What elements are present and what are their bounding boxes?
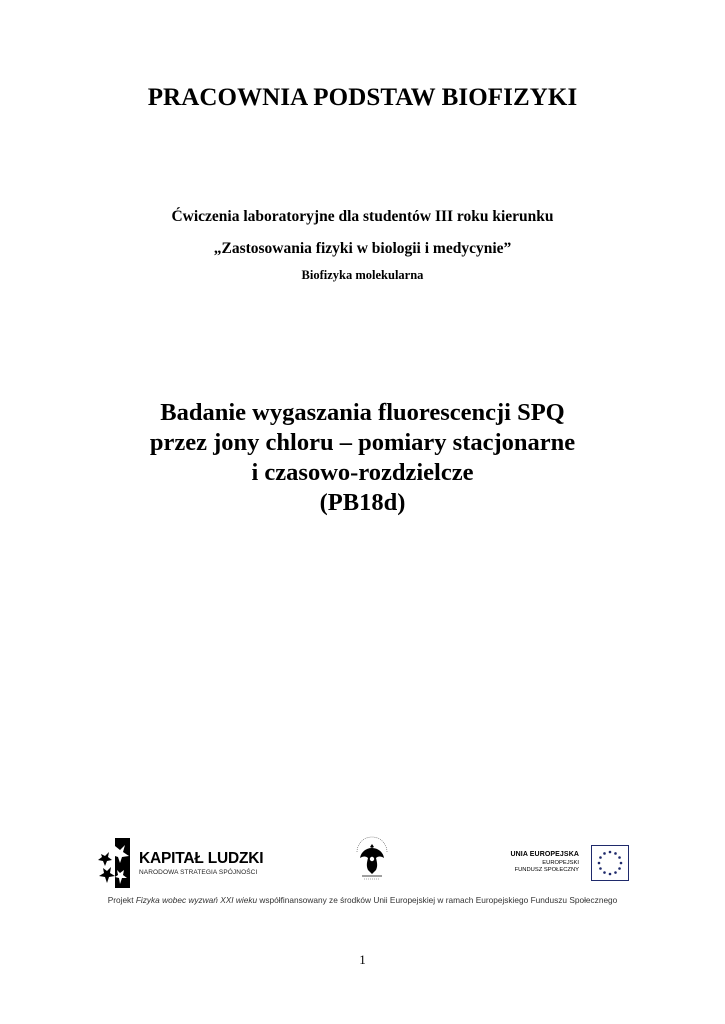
kapital-ludzki-star-icon xyxy=(97,836,131,890)
eu-star-icon xyxy=(614,871,617,874)
exercise-code: (PB18d) xyxy=(319,489,406,516)
kapital-ludzki-name: KAPITAŁ LUDZKI xyxy=(139,850,264,867)
eu-line-1: UNIA EUROPEJSKA xyxy=(510,851,579,858)
eu-flag-icon xyxy=(591,845,629,881)
eu-logo-text xyxy=(510,851,579,873)
exercise-title-line-1: Badanie wygaszania fluorescencji SPQ xyxy=(160,399,565,426)
eu-star-icon xyxy=(618,867,621,870)
page-number: 1 xyxy=(359,952,366,967)
project-note-suffix: współfinansowany ze środków Unii Europejskiej w ramach Europejskiego Funduszu Społecznego xyxy=(257,895,618,905)
exercise-title xyxy=(0,398,725,518)
project-funding-note xyxy=(0,895,725,905)
project-name: Fizyka wobec wyzwań XXI wieku xyxy=(135,895,258,905)
eu-star-icon xyxy=(609,851,612,854)
course-line-2: „Zastosowania fizyki w biologii i medycynie” xyxy=(213,240,512,257)
course-line-1: Ćwiczenia laboratoryjne dla studentów III roku kierunku xyxy=(171,208,554,225)
kapital-ludzki-subtitle: NARODOWA STRATEGIA SPÓJNOŚCI xyxy=(139,869,258,876)
exercise-title-line-3: i czasowo-rozdzielcze xyxy=(251,459,474,486)
eu-line-2: EUROPEJSKI xyxy=(542,860,579,866)
eu-star-icon xyxy=(603,871,606,874)
eu-logo xyxy=(505,843,629,883)
page-title: PRACOWNIA PODSTAW BIOFIZYKI xyxy=(147,84,578,111)
eu-star-icon xyxy=(603,852,606,855)
project-note-prefix: Projekt xyxy=(107,895,136,905)
eu-line-3: FUNDUSZ SPOŁECZNY xyxy=(514,867,579,873)
eu-star-icon xyxy=(609,873,612,876)
eu-star-icon xyxy=(598,862,601,865)
kapital-ludzki-logo xyxy=(97,836,264,890)
eu-star-icon xyxy=(599,867,602,870)
exercise-title-line-2: przez jony chloru – pomiary stacjonarne xyxy=(149,429,576,456)
eu-star-icon xyxy=(618,856,621,859)
eu-star-icon xyxy=(620,862,623,865)
eu-star-icon xyxy=(599,856,602,859)
eu-star-icon xyxy=(614,852,617,855)
university-seal-icon xyxy=(352,832,392,884)
course-line-3: Biofizyka molekularna xyxy=(301,268,424,282)
